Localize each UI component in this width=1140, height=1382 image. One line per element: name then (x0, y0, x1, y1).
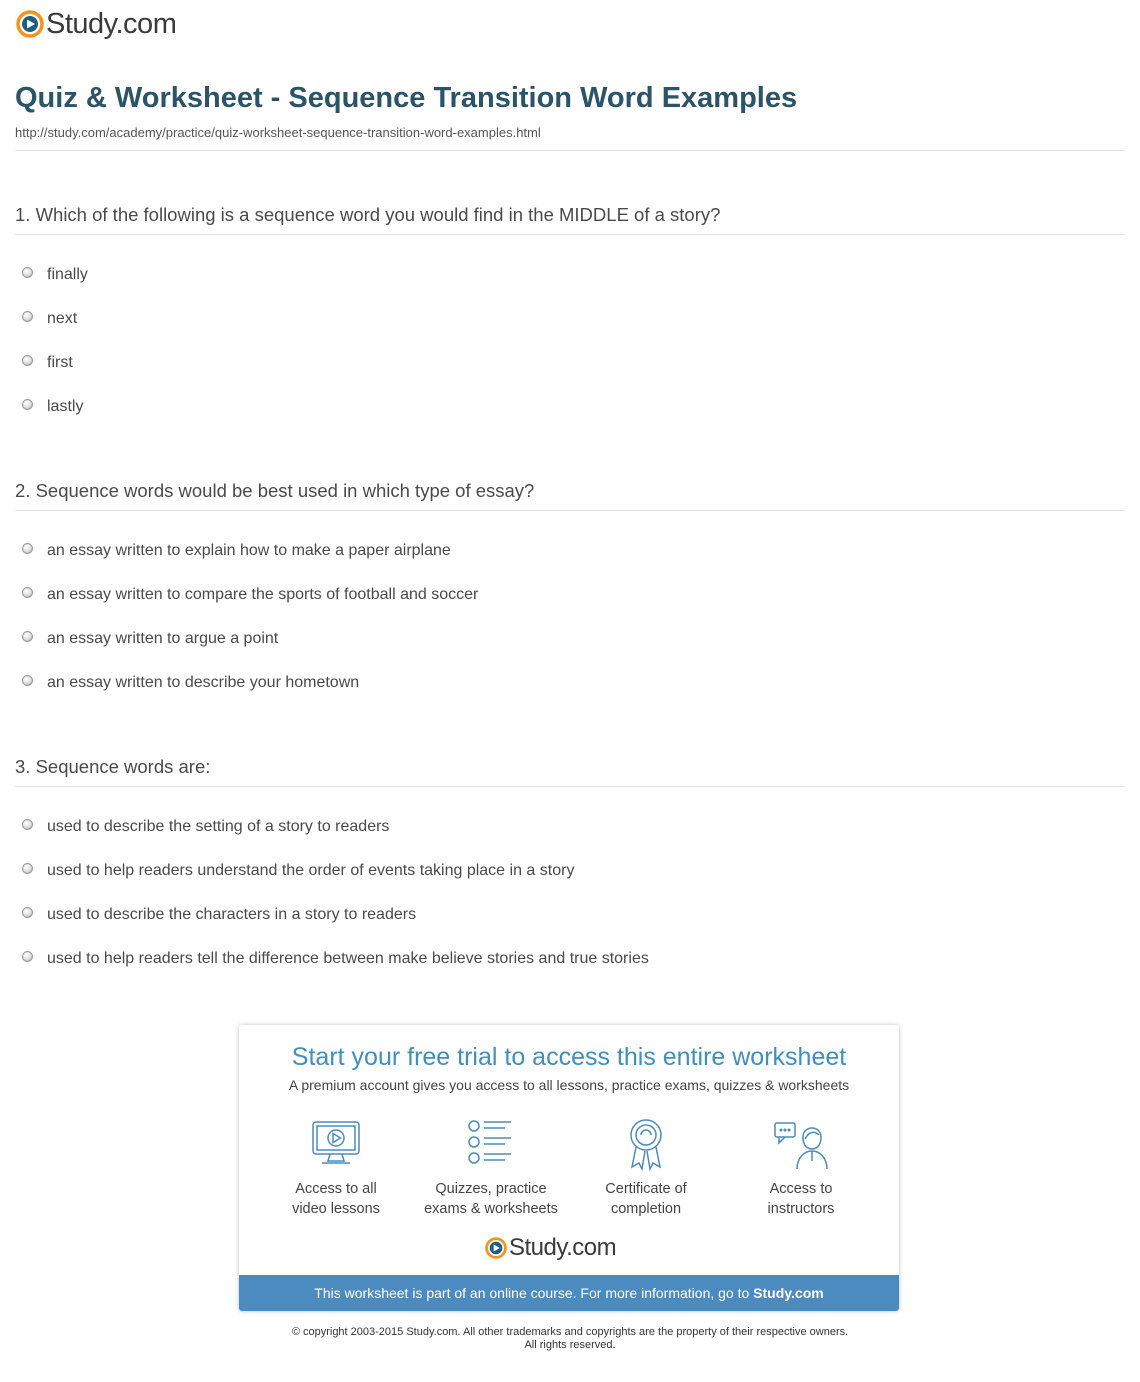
question-3: 3. Sequence words are: (15, 756, 211, 777)
radio-button[interactable] (22, 631, 33, 642)
promo-subtitle: A premium account gives you access to all lessons, practice exams, quizzes & worksheets (288, 1077, 850, 1093)
feature-instructors (726, 1117, 876, 1219)
answer-option[interactable] (22, 904, 416, 926)
logo-text: Study.com (509, 1234, 617, 1261)
radio-button[interactable] (22, 907, 33, 918)
radio-button[interactable] (22, 355, 33, 366)
page-title: Quiz & Worksheet - Sequence Transition Word Examples (15, 82, 798, 114)
answer-text: first (47, 354, 73, 371)
radio-button[interactable] (22, 543, 33, 554)
promo-study-logo[interactable] (485, 1236, 616, 1260)
copyright-line: All rights reserved. (524, 1339, 616, 1351)
radio-button[interactable] (22, 863, 33, 874)
free-trial-promo (239, 1025, 899, 1311)
study-logo[interactable] (16, 10, 176, 38)
answer-text: used to help readers tell the difference between make believe stories and true stories (47, 950, 649, 967)
radio-button[interactable] (22, 819, 33, 830)
play-logo-icon (485, 1237, 507, 1259)
answer-text: an essay written to describe your hometown (47, 674, 360, 691)
answer-text: used to describe the setting of a story to readers (47, 818, 390, 835)
answer-text: used to help readers understand the order of events taking place in a story (47, 862, 575, 879)
certificate-icon (614, 1117, 678, 1173)
answer-text: lastly (47, 398, 84, 415)
answer-text: next (47, 310, 78, 327)
answer-text: an essay written to compare the sports of football and soccer (47, 586, 479, 603)
answer-text: an essay written to argue a point (47, 630, 279, 647)
feature-label: Access to instructors (767, 1181, 835, 1217)
feature-certificate (571, 1117, 721, 1219)
feature-label: Certificate of completion (605, 1181, 687, 1217)
divider (15, 786, 1125, 787)
copyright (0, 1326, 1140, 1352)
feature-quizzes (416, 1117, 566, 1219)
play-logo-icon (16, 10, 44, 38)
instructor-icon (769, 1117, 833, 1173)
radio-button[interactable] (22, 267, 33, 278)
question-2: 2. Sequence words would be best used in which type of essay? (15, 480, 535, 501)
radio-button[interactable] (22, 587, 33, 598)
answer-option[interactable] (22, 816, 389, 838)
answer-option[interactable] (22, 628, 278, 650)
answer-text: an essay written to explain how to make a paper airplane (47, 542, 451, 559)
feature-label: Access to all video lessons (292, 1181, 380, 1217)
answer-option[interactable] (22, 540, 451, 562)
answer-option[interactable] (22, 396, 83, 418)
answer-option[interactable] (22, 948, 649, 970)
divider (15, 234, 1125, 235)
radio-button[interactable] (22, 399, 33, 410)
answer-text: used to describe the characters in a story to readers (47, 906, 417, 923)
feature-video-lessons (261, 1117, 411, 1219)
answer-option[interactable] (22, 860, 574, 882)
divider (15, 510, 1125, 511)
answer-text: finally (47, 266, 88, 283)
feature-label: Quizzes, practice exams & worksheets (424, 1181, 558, 1217)
answer-option[interactable] (22, 584, 478, 606)
copyright-line: © copyright 2003-2015 Study.com. All other trademarks and copyrights are the property of their respective owners. (291, 1326, 849, 1338)
radio-button[interactable] (22, 951, 33, 962)
promo-title[interactable]: Start your free trial to access this entire worksheet (291, 1043, 847, 1071)
answer-option[interactable] (22, 352, 73, 374)
divider (15, 150, 1125, 151)
quiz-list-icon (459, 1117, 523, 1173)
logo-text: Study.com (46, 8, 177, 40)
answer-option[interactable] (22, 264, 88, 286)
footer-link[interactable]: Study.com (753, 1285, 824, 1301)
video-lesson-icon (304, 1117, 368, 1173)
answer-option[interactable] (22, 672, 359, 694)
page-url: http://study.com/academy/practice/quiz-worksheet-sequence-transition-word-examples.html (15, 125, 541, 140)
answer-option[interactable] (22, 308, 77, 330)
promo-footer-bar (239, 1275, 899, 1311)
radio-button[interactable] (22, 311, 33, 322)
footer-text: This worksheet is part of an online course. For more information, go to (314, 1285, 754, 1301)
radio-button[interactable] (22, 675, 33, 686)
question-1: 1. Which of the following is a sequence word you would find in the MIDDLE of a story? (15, 204, 721, 225)
